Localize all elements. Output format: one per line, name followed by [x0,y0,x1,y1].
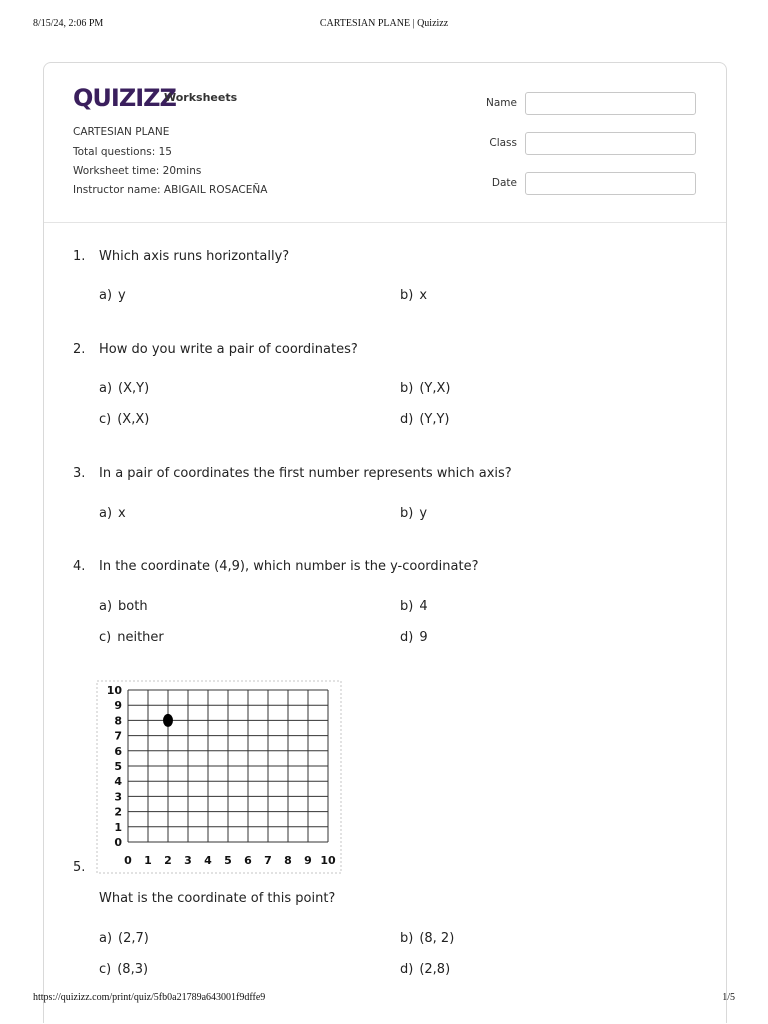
question-text: In the coordinate (4,9), which number is the y-coordinate? [99,559,479,574]
logo-subtitle: Worksheets [164,91,238,104]
option-b[interactable]: b) (8, 2) [400,931,455,946]
question-number: 5. [73,860,86,875]
option-d[interactable]: d) (2,8) [400,962,451,977]
x-tick-label: 5 [224,854,232,867]
question-number: 1. [73,249,86,264]
y-tick-label: 3 [114,790,122,804]
x-tick-label: 3 [184,854,192,867]
option-a[interactable]: a) (X,Y) [99,381,150,396]
question-text: What is the coordinate of this point? [99,891,336,906]
question-number: 2. [73,342,86,357]
option-a[interactable]: a) both [99,599,148,614]
question-text: How do you write a pair of coordinates? [99,342,358,357]
y-tick-label: 8 [114,714,122,728]
y-tick-label: 0 [114,836,122,849]
option-c[interactable]: c) (X,X) [99,412,150,427]
y-tick-label: 6 [114,744,122,758]
worksheet-page [43,62,727,1023]
option-b[interactable]: b) y [400,506,428,521]
print-title: CARTESIAN PLANE | Quizizz [319,18,449,29]
option-a[interactable]: a) (2,7) [99,931,149,946]
question-text: In a pair of coordinates the first number represents which axis? [99,466,512,481]
option-d[interactable]: d) 9 [400,630,428,645]
name-field[interactable] [525,92,696,115]
question-number: 4. [73,559,86,574]
y-tick-label: 9 [114,699,122,713]
class-field[interactable] [525,132,696,155]
x-tick-label: 4 [204,854,212,867]
coordinate-grid-image [96,680,342,874]
coordinate-grid [96,680,342,874]
y-tick-label: 10 [106,684,122,697]
date-label: Date [491,177,517,189]
x-tick-label: 2 [164,854,172,867]
x-tick-label: 0 [124,854,132,867]
x-tick-label: 7 [264,854,272,867]
option-c[interactable]: c) neither [99,630,164,645]
worksheet-title: CARTESIAN PLANE [73,126,170,138]
name-label: Name [486,97,517,109]
option-c[interactable]: c) (8,3) [99,962,149,977]
page-number: 1/5 [722,992,735,1003]
option-b[interactable]: b) x [400,288,428,303]
worksheet-header [44,63,726,223]
total-questions: Total questions: 15 [73,146,172,158]
worksheet-time: Worksheet time: 20mins [73,165,202,177]
x-tick-label: 9 [304,854,312,867]
x-tick-label: 8 [284,854,292,867]
date-field[interactable] [525,172,696,195]
class-label: Class [489,137,517,149]
option-a[interactable]: a) x [99,506,126,521]
grid-frame [97,681,341,873]
quizizz-logo: QUIZIZZ [73,84,176,112]
print-date: 8/15/24, 2:06 PM [33,18,104,29]
x-tick-label: 10 [320,854,336,867]
y-tick-label: 7 [114,729,122,743]
question-text: Which axis runs horizontally? [99,249,290,264]
option-d[interactable]: d) (Y,Y) [400,412,450,427]
x-tick-label: 1 [144,854,152,867]
plotted-point [163,714,173,727]
option-b[interactable]: b) (Y,X) [400,381,451,396]
x-tick-label: 6 [244,854,252,867]
y-tick-label: 5 [114,760,122,773]
option-b[interactable]: b) 4 [400,599,428,614]
y-tick-label: 4 [114,775,122,789]
question-number: 3. [73,466,86,481]
y-tick-label: 2 [114,805,122,819]
print-url: https://quizizz.com/print/quiz/5fb0a21789a643001f9dffe9 [33,992,266,1003]
option-a[interactable]: a) y [99,288,126,303]
instructor-name: Instructor name: ABIGAIL ROSACEÑA [73,184,268,196]
y-tick-label: 1 [114,820,122,834]
